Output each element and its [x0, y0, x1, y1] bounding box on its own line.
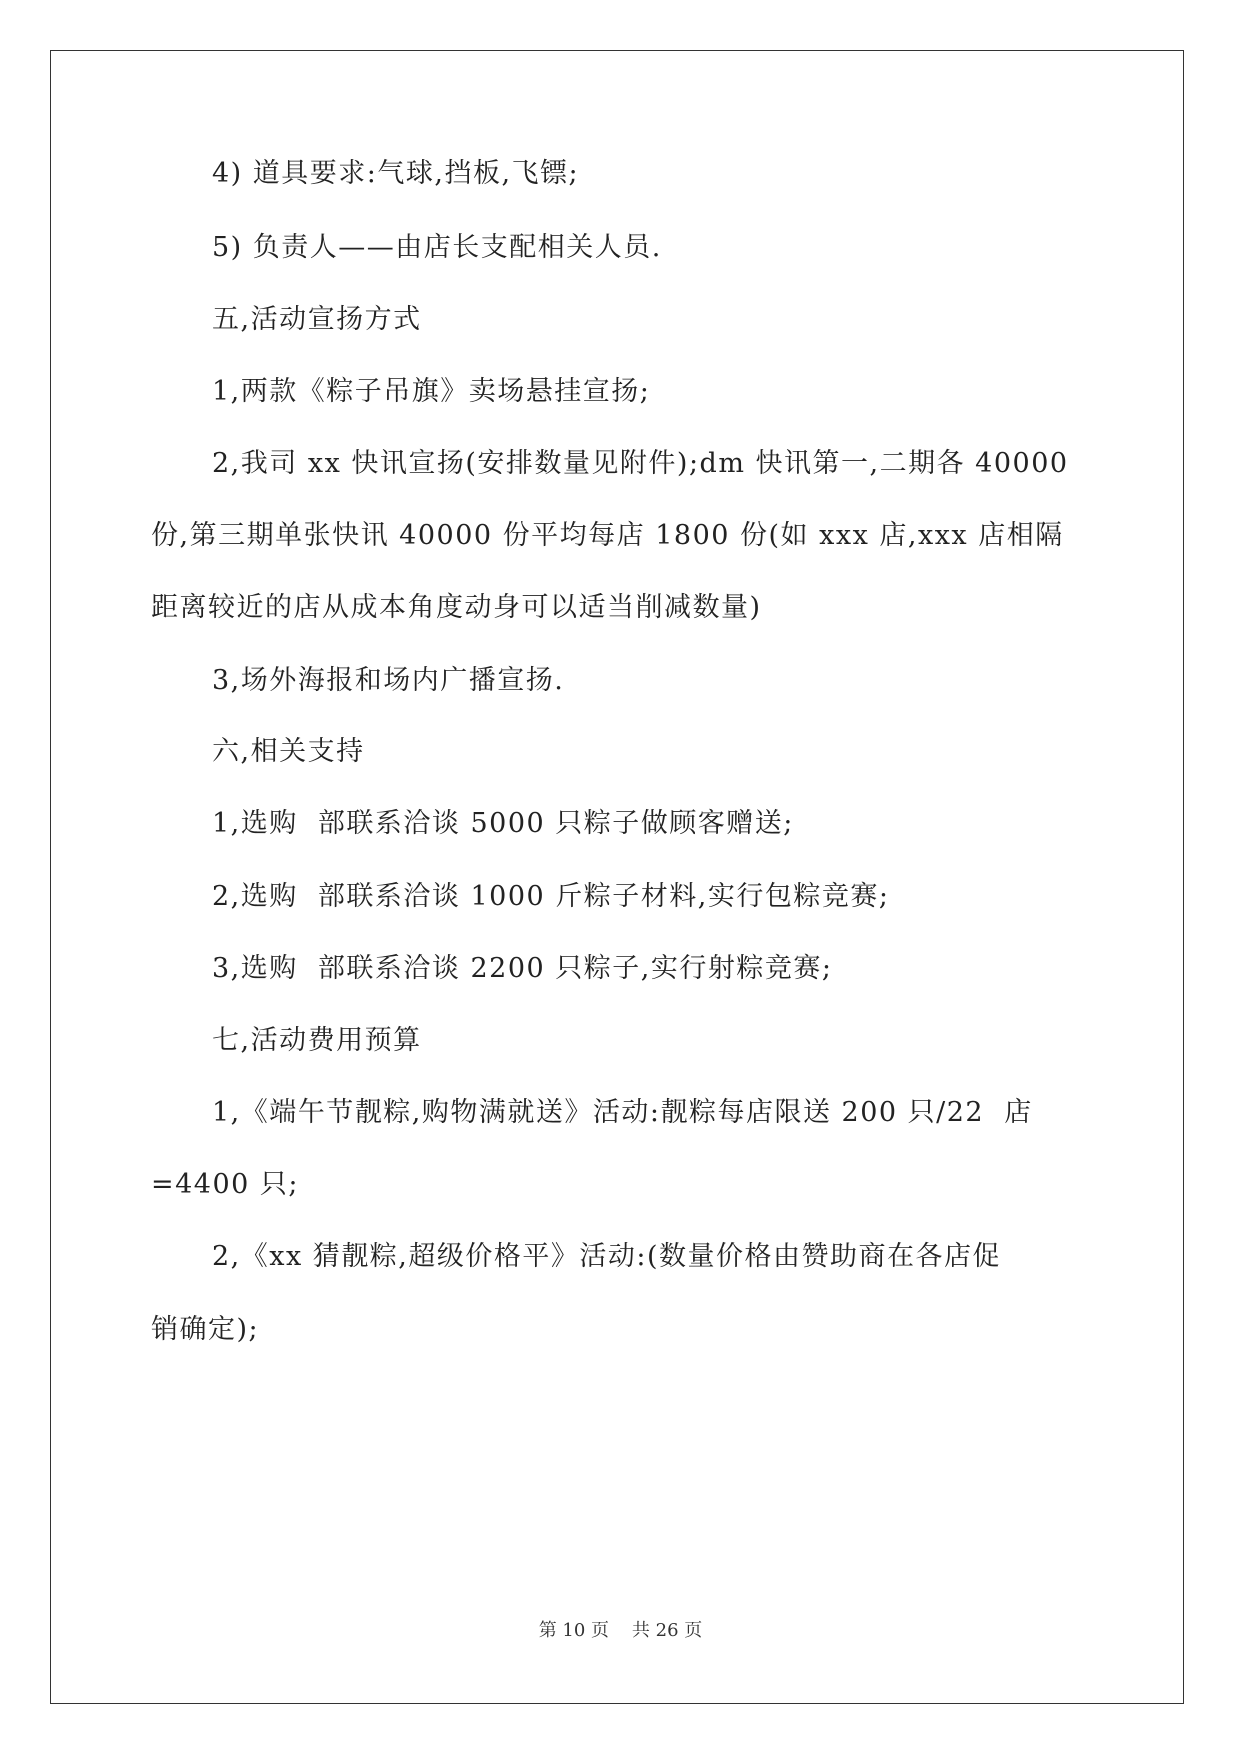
paragraph-line: =4400 只; [151, 1169, 300, 1200]
section-heading: 六,相关支持 [212, 736, 365, 767]
paragraph-line: 3,选购 部联系洽谈 2200 只粽子,实行射粽竞赛; [212, 953, 833, 984]
page-border [50, 50, 1184, 1704]
paragraph-line: 份,第三期单张快讯 40000 份平均每店 1800 份(如 xxx 店,xxx 店相隔 [151, 520, 1064, 551]
paragraph-line: 1,选购 部联系洽谈 5000 只粽子做顾客赠送; [212, 808, 794, 839]
paragraph-line: 2,我司 xx 快讯宣扬(安排数量见附件);dm 快讯第一,二期各 40000 [212, 448, 1069, 479]
paragraph-line: 5) 负责人——由店长支配相关人员. [212, 232, 662, 263]
paragraph-line: 距离较近的店从成本角度动身可以适当削减数量) [151, 592, 762, 623]
paragraph-line: 1,《端午节靓粽,购物满就送》活动:靓粽每店限送 200 只/22 店 [212, 1097, 1033, 1128]
paragraph-line: 2,选购 部联系洽谈 1000 斤粽子材料,实行包粽竞赛; [212, 881, 890, 912]
paragraph-line: 2,《xx 猜靓粽,超级价格平》活动:(数量价格由赞助商在各店促 [212, 1241, 1002, 1272]
paragraph-line: 4) 道具要求:气球,挡板,飞镖; [212, 158, 580, 189]
paragraph-line: 1,两款《粽子吊旗》卖场悬挂宣扬; [212, 376, 651, 407]
section-heading: 七,活动费用预算 [212, 1025, 422, 1056]
paragraph-line: 3,场外海报和场内广播宣扬. [212, 665, 565, 696]
paragraph-line: 销确定); [151, 1314, 260, 1345]
page-number: 第 10 页 共 26 页 [538, 1620, 703, 1641]
section-heading: 五,活动宣扬方式 [212, 304, 422, 335]
